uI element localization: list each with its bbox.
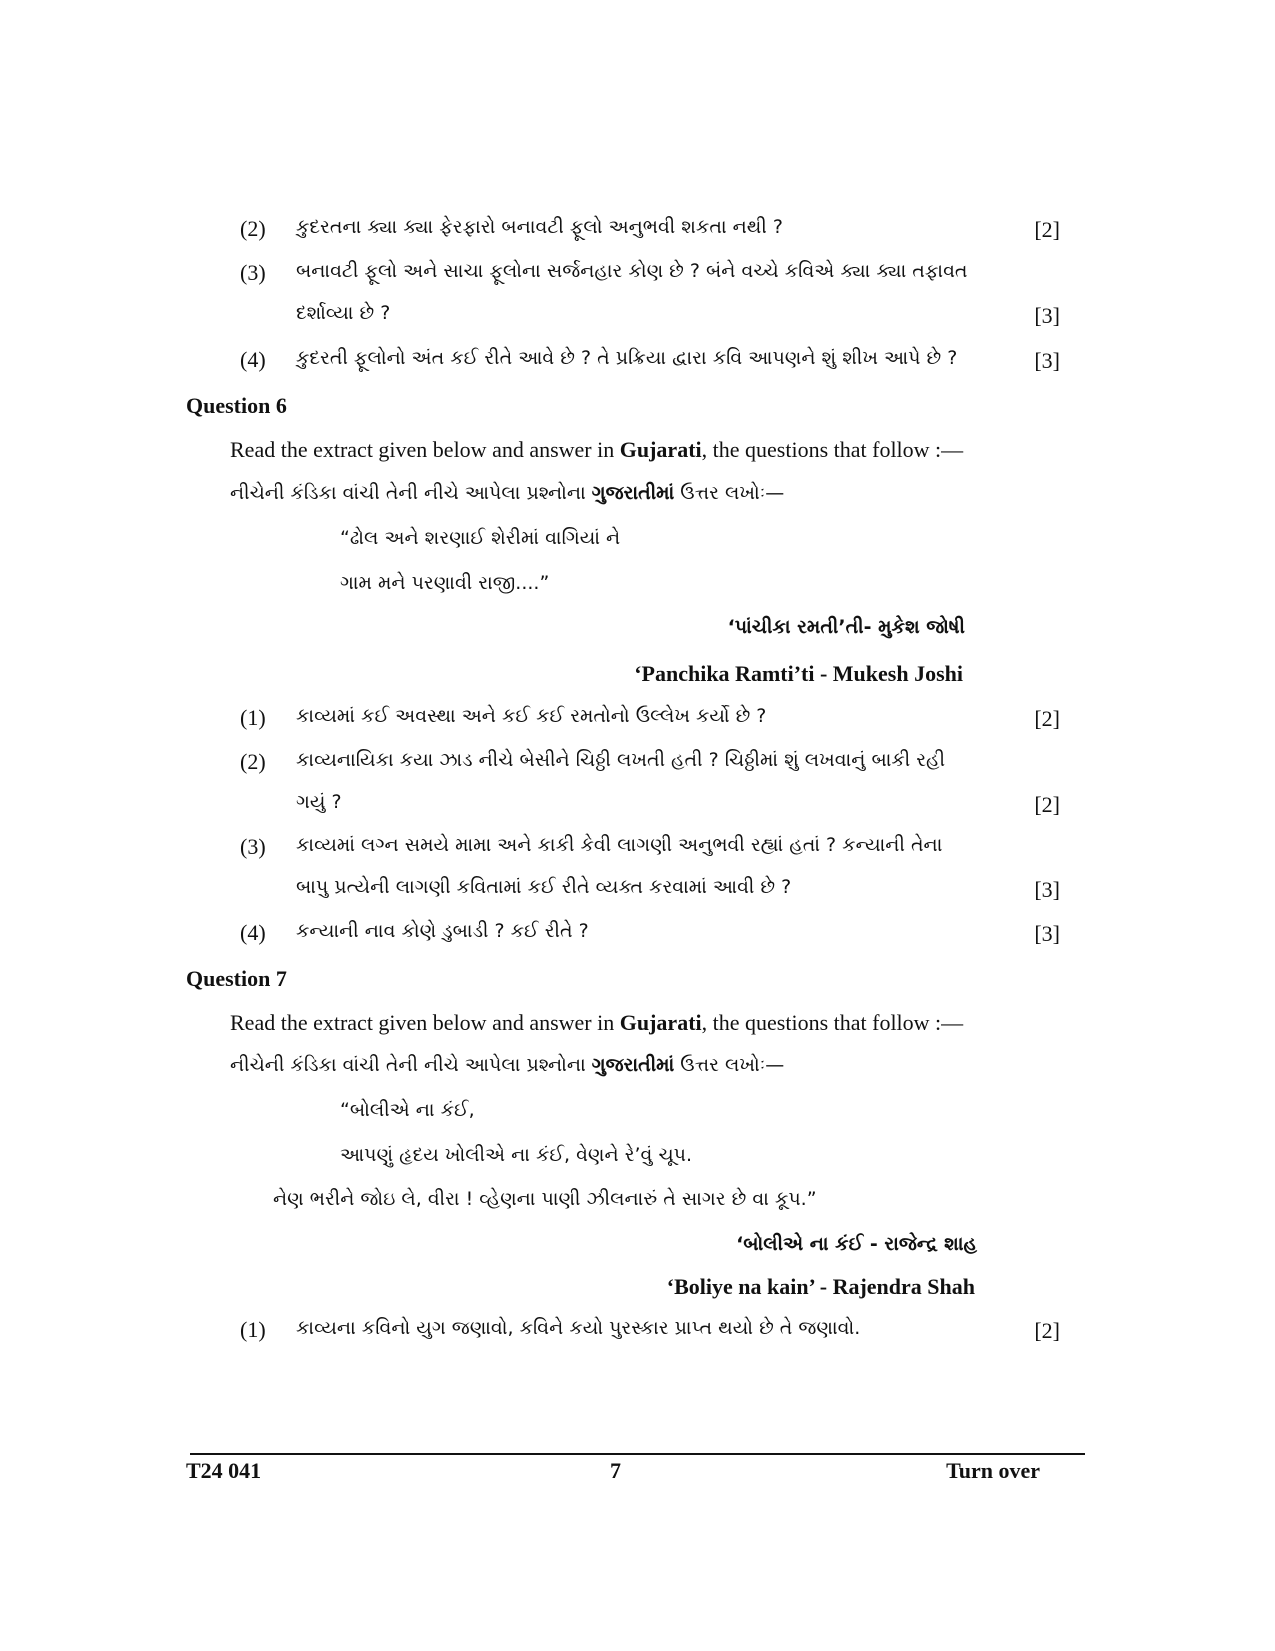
paper-code: T24 041 xyxy=(186,1458,262,1483)
question-text: કાવ્યમાં કઈ અવસ્થા અને કઈ કઈ રમતોનો ઉલ્લેખ કર્યો છે ? xyxy=(296,705,767,727)
question-text: કાવ્યના કવિનો યુગ જણાવો, કવિને કયો પુરસ્કાર પ્રાપ્ત થયો છે તે જણાવો. xyxy=(296,1317,861,1339)
question-text-cont: બાપુ પ્રત્યેની લાગણી કવિતામાં કઈ રીતે વ્યક્ત કરવામાં આવી છે ? xyxy=(296,876,792,898)
question-number: (3) xyxy=(240,260,266,285)
question-number: (4) xyxy=(240,920,266,945)
question-number: (3) xyxy=(240,834,266,859)
question-marks: [3] xyxy=(1034,877,1060,902)
q7-instruction-gu: નીચેની કંડિકા વાંચી તેની નીચે આપેલા પ્રશ્નોના ગુજરાતીમાં ઉત્તર લખોઃ— xyxy=(230,1054,785,1076)
question-text: બનાવટી ફૂલો અને સાચા ફૂલોના સર્જનહાર કોણ છે ? બંને વચ્ચે કવિએ ક્યા ક્યા તફાવત xyxy=(296,260,968,282)
question-text-cont: ગયું ? xyxy=(296,791,342,813)
q7-poem-line-2: આપણું હૃદય ખોલીએ ના કંઈ, વેણને રે’વું ચૂપ. xyxy=(340,1144,693,1166)
question-number: (1) xyxy=(240,1317,266,1342)
q6-source-gu: ‘પાંચીકા રમતી’તી- મુકેશ જોષી xyxy=(727,616,965,638)
question-number: (2) xyxy=(240,749,266,774)
q6-instruction-en: Read the extract given below and answer in Gujarati, the questions that follow :— xyxy=(230,437,964,462)
question-text: કાવ્યનાયિકા કયા ઝાડ નીચે બેસીને ચિઠ્ઠી લખતી હતી ? ચિઠ્ઠીમાં શું લખવાનું બાકી રહી xyxy=(296,749,946,771)
q7-source-en: ‘Boliye na kain’ - Rajendra Shah xyxy=(666,1274,975,1299)
question-marks: [2] xyxy=(1034,217,1060,242)
question-text: કુદરતના ક્યા ક્યા ફેરફારો બનાવટી ફૂલો અનુભવી શકતા નથી ? xyxy=(296,216,783,238)
q7-poem-line-1: “બોલીએ ના કંઈ, xyxy=(340,1099,475,1121)
question-marks: [3] xyxy=(1034,348,1060,373)
question-7-title: Question 7 xyxy=(186,966,287,991)
q6-poem-line-2: ગામ મને પરણાવી રાજી....” xyxy=(340,572,550,594)
question-number: (1) xyxy=(240,705,266,730)
question-text-cont: દર્શાવ્યા છે ? xyxy=(296,302,391,324)
question-text: કુદરતી ફૂલોનો અંત કઈ રીતે આવે છે ? તે પ્રક્રિયા દ્વારા કવિ આપણને શું શીખ આપે છે ? xyxy=(296,347,958,369)
turn-over-label: Turn over xyxy=(946,1458,1040,1483)
question-text: કાવ્યમાં લગ્ન સમયે મામા અને કાકી કેવી લાગણી અનુભવી રહ્યાં હતાં ? કન્યાની તેના xyxy=(296,834,943,856)
question-marks: [2] xyxy=(1034,792,1060,817)
q7-instruction-en: Read the extract given below and answer in Gujarati, the questions that follow :— xyxy=(230,1010,964,1035)
q7-poem-line-3: નેણ ભરીને જોઇ લે, વીરા ! વ્હેણના પાણી ઝીલનારું તે સાગર છે વા કૂપ.” xyxy=(273,1188,817,1210)
question-marks: [2] xyxy=(1034,1318,1060,1343)
q7-source-gu: ‘બોલીએ ના કંઈ - રાજેન્દ્ર શાહ xyxy=(736,1233,977,1255)
question-marks: [3] xyxy=(1034,303,1060,328)
q6-source-en: ‘Panchika Ramti’ti - Mukesh Joshi xyxy=(634,661,963,686)
page-number: 7 xyxy=(610,1458,621,1483)
question-number: (4) xyxy=(240,347,266,372)
question-text: કન્યાની નાવ કોણે ડુબાડી ? કઈ રીતે ? xyxy=(296,920,589,942)
footer-divider xyxy=(190,1453,1085,1455)
question-marks: [2] xyxy=(1034,706,1060,731)
q6-instruction-gu: નીચેની કંડિકા વાંચી તેની નીચે આપેલા પ્રશ્નોના ગુજરાતીમાં ઉત્તર લખોઃ— xyxy=(230,482,785,504)
question-6-title: Question 6 xyxy=(186,393,287,418)
q6-poem-line-1: “ઢોલ અને શરણાઈ શેરીમાં વાગિયાં ને xyxy=(340,527,621,549)
question-marks: [3] xyxy=(1034,921,1060,946)
question-number: (2) xyxy=(240,216,266,241)
